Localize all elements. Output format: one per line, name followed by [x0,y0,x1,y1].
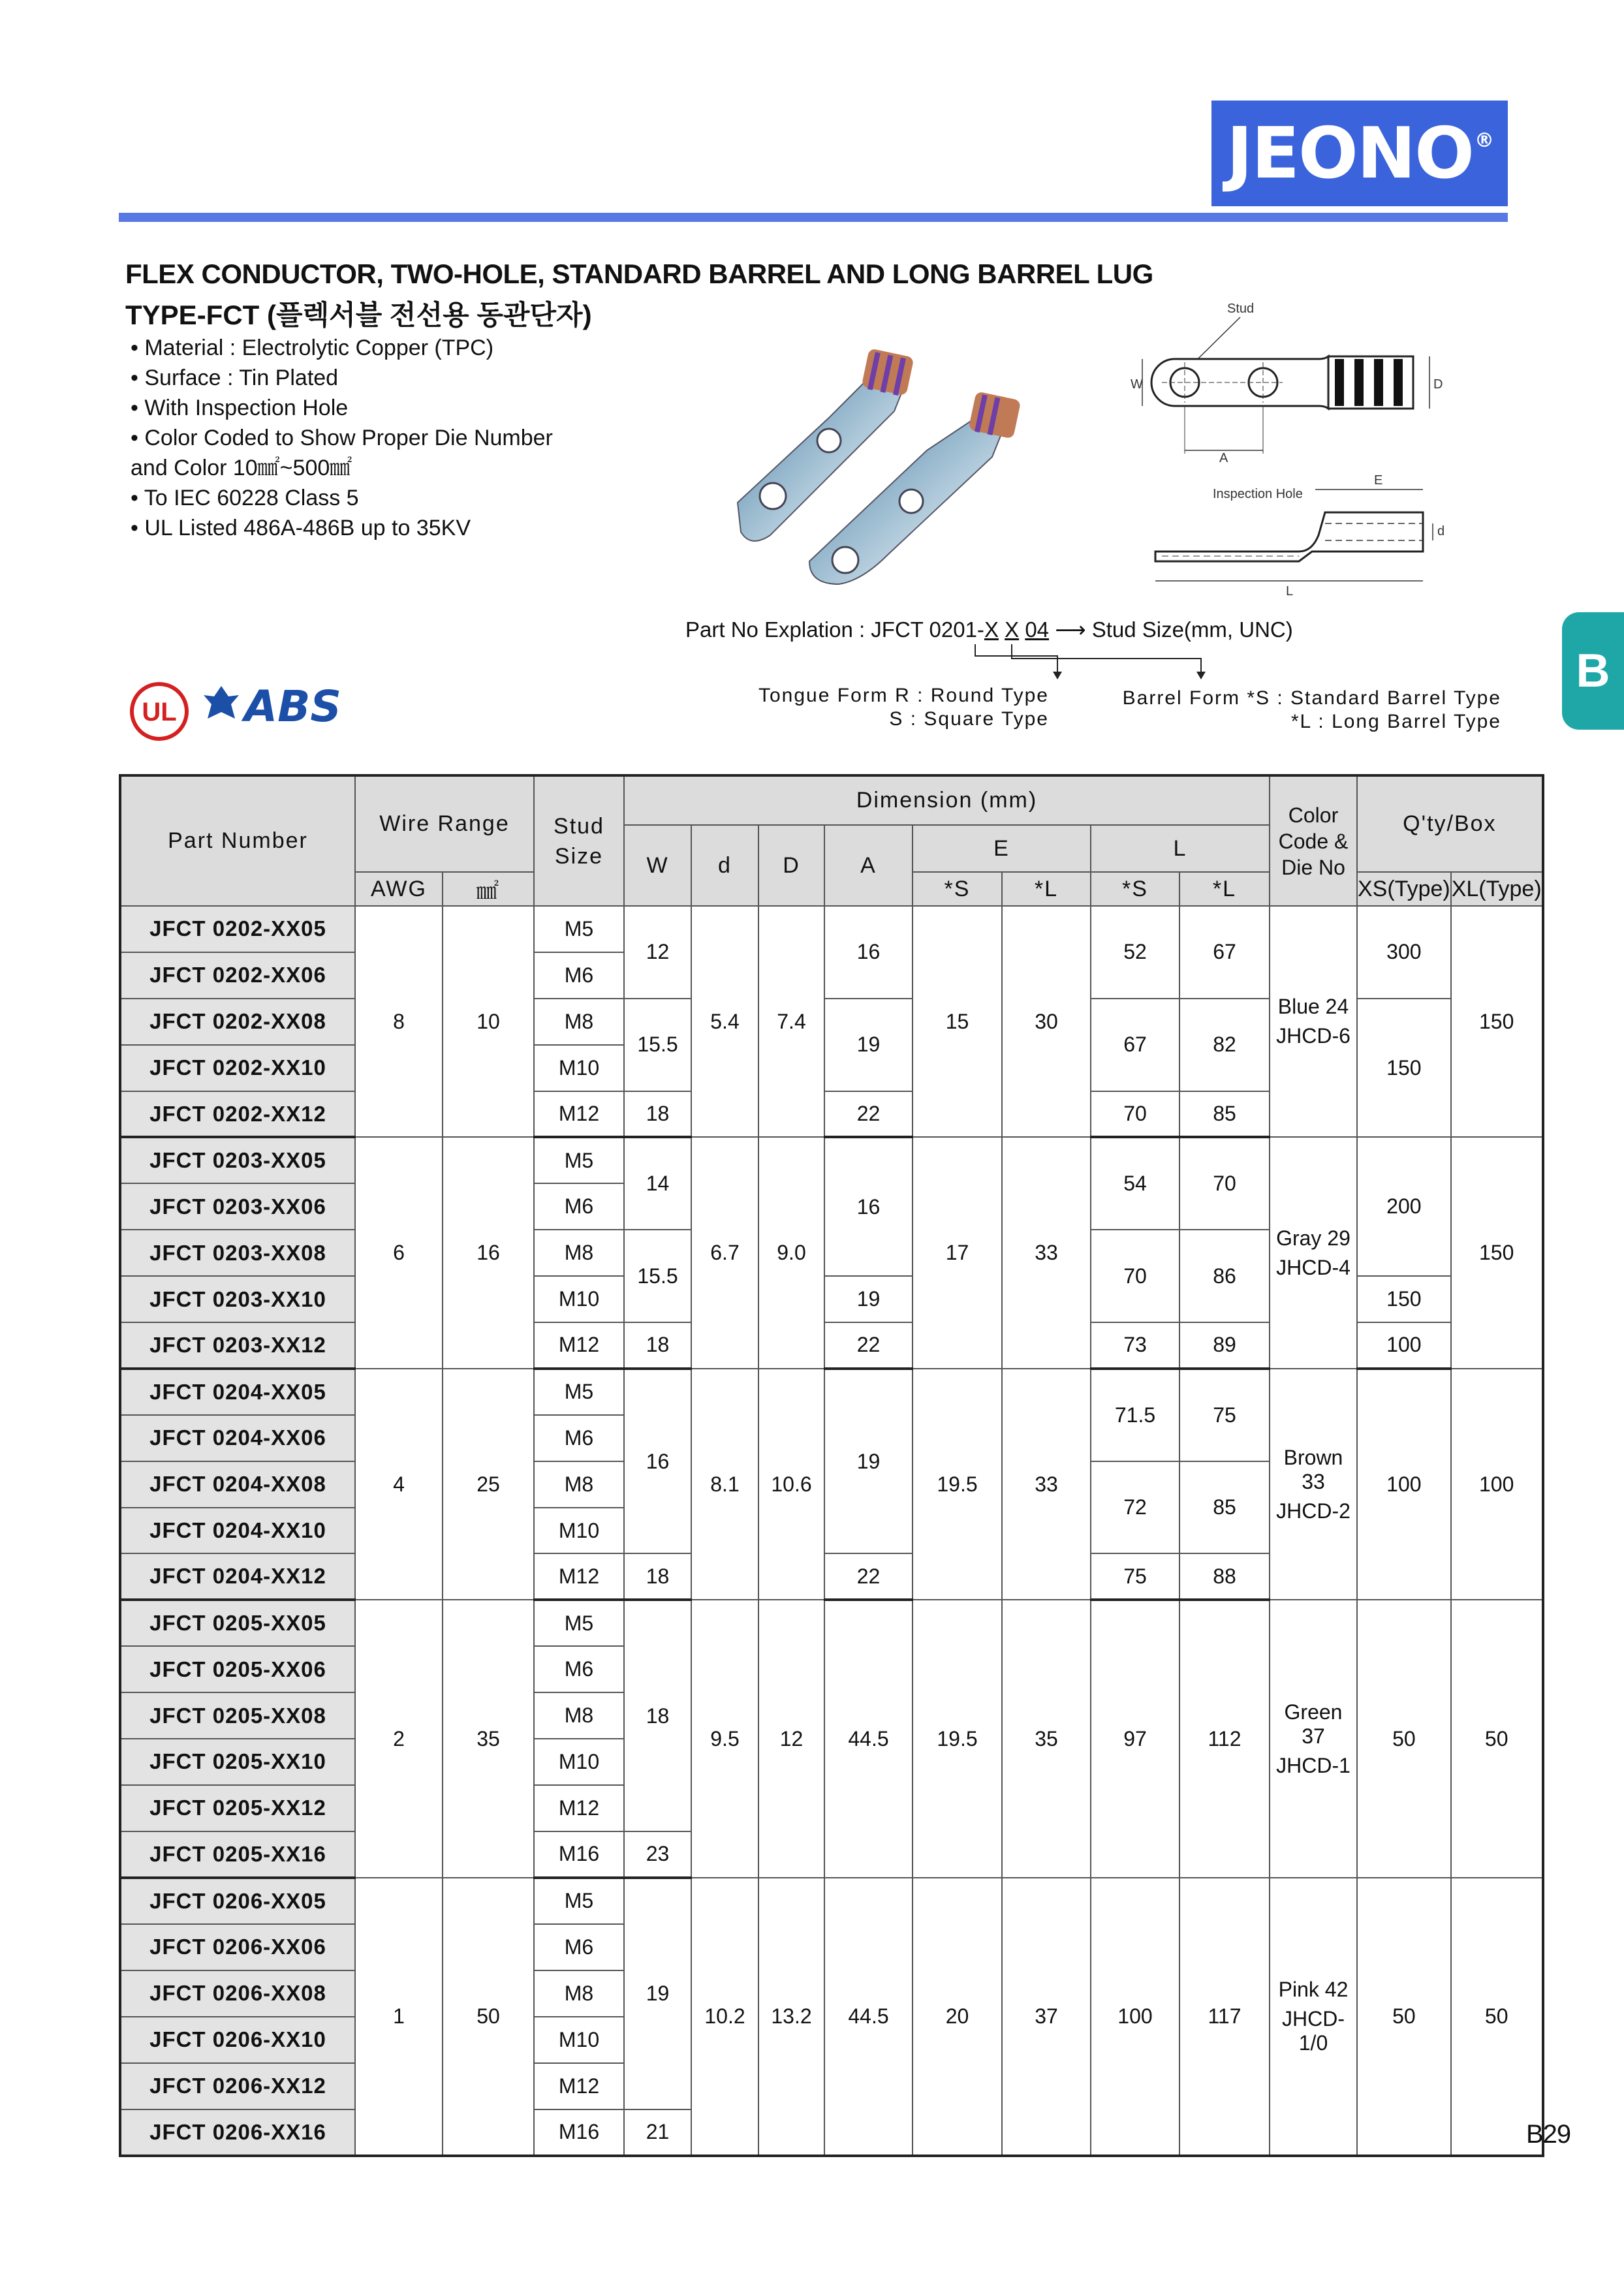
stud-cell: M16 [534,2109,624,2156]
w-cell: 15.5 [624,999,691,1091]
w-cell: 19 [624,1878,691,2109]
header-xs-type: XS(Type) [1357,872,1451,906]
header-wire-range: Wire Range [355,775,534,872]
stud-cell: M5 [534,1137,624,1183]
barrel-form: Barrel Form *S : Standard Barrel Type *L : Long Barrel Type [1122,687,1501,732]
header-qty-box: Q'ty/Box [1357,775,1543,872]
stud-cell: M6 [534,952,624,999]
label-stud: Stud [1227,302,1255,316]
awg-cell: 6 [355,1137,443,1368]
part-number-cell: JFCT 0202-XX06 [120,952,355,999]
stud-cell: M6 [534,1415,624,1461]
header-dimension: Dimension (mm) [624,775,1270,825]
spec-item: • Color Coded to Show Proper Die Number [131,423,553,453]
stud-cell: M5 [534,1369,624,1415]
e-s-cell: 17 [913,1137,1002,1368]
part-number-cell: JFCT 0205-XX08 [120,1692,355,1739]
table-row [120,1600,1543,1646]
section-tab[interactable]: B [1562,612,1624,730]
part-no-explanation: Part No Explation : JFCT 0201-X X 04 ⟶ Stud Size(mm, UNC) [685,617,1293,642]
page-number: B29 [1526,2120,1571,2149]
label-d-upper: D [1433,377,1443,392]
stud-cell: M10 [534,1276,624,1322]
a-cell: 19 [824,1369,913,1554]
part-number-cell: JFCT 0206-XX05 [120,1878,355,1924]
stud-cell: M10 [534,1045,624,1091]
stud-cell: M5 [534,906,624,952]
part-number-cell: JFCT 0202-XX12 [120,1091,355,1138]
w-cell: 18 [624,1322,691,1369]
stud-size-label: Stud Size(mm, UNC) [1091,617,1293,642]
w-cell: 18 [624,1091,691,1138]
stud-cell: M5 [534,1600,624,1646]
mm2-cell: 25 [443,1369,534,1600]
part-number-cell: JFCT 0203-XX12 [120,1322,355,1369]
stud-cell: M12 [534,1553,624,1600]
a-cell: 19 [824,1276,913,1322]
l-s-cell: 73 [1091,1322,1179,1369]
stud-cell: M5 [534,1878,624,1924]
D-cell: 13.2 [758,1878,824,2156]
e-s-cell: 15 [913,906,1002,1137]
color-code-cell: Green 37 JHCD-1 [1270,1600,1357,1877]
color-code-cell: Gray 29 JHCD-4 [1270,1137,1357,1368]
a-cell: 44.5 [824,1878,913,2156]
mm2-cell: 16 [443,1137,534,1368]
stud-cell: M8 [534,1970,624,2017]
header-d-small: d [691,825,758,906]
label-w: W [1131,377,1143,392]
part-number-cell: JFCT 0205-XX16 [120,1831,355,1878]
ul-logo [128,680,191,743]
part-number-cell: JFCT 0206-XX16 [120,2109,355,2156]
svg-text:UL: UL [142,698,177,726]
part-no-size: 04 [1025,617,1050,642]
a-cell: 44.5 [824,1600,913,1877]
spec-item: • To IEC 60228 Class 5 [131,483,553,513]
color-code-cell: Brown 33 JHCD-2 [1270,1369,1357,1600]
stud-cell: M6 [534,1924,624,1970]
part-number-cell: JFCT 0204-XX10 [120,1508,355,1554]
a-cell: 22 [824,1322,913,1369]
w-cell: 23 [624,1831,691,1878]
w-cell: 14 [624,1137,691,1230]
mm2-cell: 35 [443,1600,534,1877]
part-number-cell: JFCT 0204-XX05 [120,1369,355,1415]
xs-qty-cell: 300 [1357,906,1451,999]
header-e-l: *L [1002,872,1091,906]
e-s-cell: 20 [913,1878,1002,2156]
l-l-cell: 85 [1179,1091,1270,1138]
a-cell: 16 [824,1137,913,1276]
label-a: A [1219,451,1228,465]
l-s-cell: 70 [1091,1091,1179,1138]
part-number-cell: JFCT 0205-XX06 [120,1646,355,1692]
l-l-cell: 112 [1179,1600,1270,1877]
part-number-cell: JFCT 0206-XX06 [120,1924,355,1970]
stud-cell: M8 [534,1230,624,1276]
e-l-cell: 33 [1002,1137,1091,1368]
stud-cell: M12 [534,2063,624,2109]
jeono-logo: JEONO ® [1211,101,1508,206]
d-cell: 5.4 [691,906,758,1137]
spec-item: and Color 10㎟~500㎟ [131,456,352,480]
xl-qty-cell: 150 [1451,1137,1543,1368]
part-number-cell: JFCT 0205-XX10 [120,1739,355,1785]
part-number-cell: JFCT 0206-XX10 [120,2017,355,2063]
group-0202 [120,906,1543,1137]
part-number-cell: JFCT 0205-XX12 [120,1785,355,1831]
l-l-cell: 117 [1179,1878,1270,2156]
e-s-cell: 19.5 [913,1600,1002,1877]
header-mm2: ㎟ [443,872,534,906]
header-a: A [824,825,913,906]
d-cell: 10.2 [691,1878,758,2156]
part-number-cell: JFCT 0204-XX08 [120,1461,355,1508]
part-no-x1: X [984,617,999,642]
part-number-cell: JFCT 0206-XX12 [120,2063,355,2109]
header-xl-type: XL(Type) [1451,872,1543,906]
stud-cell: M10 [534,1508,624,1554]
spec-item: • UL Listed 486A-486B up to 35KV [131,513,553,543]
part-number-cell: JFCT 0203-XX08 [120,1230,355,1276]
spec-item: • With Inspection Hole [131,393,553,423]
a-cell: 22 [824,1091,913,1138]
stud-cell: M12 [534,1091,624,1138]
part-number-cell: JFCT 0202-XX05 [120,906,355,952]
header-w: W [624,825,691,906]
d-cell: 8.1 [691,1369,758,1600]
stud-cell: M12 [534,1785,624,1831]
xs-qty-cell: 100 [1357,1322,1451,1369]
l-l-cell: 82 [1179,999,1270,1091]
e-l-cell: 30 [1002,906,1091,1137]
stud-cell: M10 [534,1739,624,1785]
part-number-cell: JFCT 0203-XX06 [120,1183,355,1230]
label-l: L [1286,584,1294,599]
table-row [120,1137,1543,1183]
part-number-cell: JFCT 0204-XX06 [120,1415,355,1461]
group-0204 [120,1369,1543,1600]
technical-drawing [1103,294,1482,600]
part-number-cell: JFCT 0202-XX08 [120,999,355,1045]
part-number-cell: JFCT 0205-XX05 [120,1600,355,1646]
w-cell: 21 [624,2109,691,2156]
e-l-cell: 35 [1002,1600,1091,1877]
l-s-cell: 72 [1091,1461,1179,1554]
product-photo [731,339,1070,600]
w-cell: 18 [624,1600,691,1831]
header-d-large: D [758,825,824,906]
label-d-lower: d [1437,524,1445,538]
l-s-cell: 52 [1091,906,1179,999]
label-e: E [1374,473,1383,488]
header-rule [119,213,1508,222]
l-s-cell: 97 [1091,1600,1179,1877]
awg-cell: 4 [355,1369,443,1600]
spec-list [131,333,553,543]
stud-cell: M8 [534,999,624,1045]
header-l-l: *L [1179,872,1270,906]
w-cell: 18 [624,1553,691,1600]
a-cell: 16 [824,906,913,999]
l-l-cell: 89 [1179,1322,1270,1369]
awg-cell: 1 [355,1878,443,2156]
stud-cell: M16 [534,1831,624,1878]
page-title: FLEX CONDUCTOR, TWO-HOLE, STANDARD BARREL AND LONG BARREL LUG [125,258,1153,289]
part-no-x2: X [1005,617,1020,642]
header-e-s: *S [913,872,1002,906]
eagle-icon [202,683,240,729]
mm2-cell: 50 [443,1878,534,2156]
header-l-s: *S [1091,872,1179,906]
w-cell: 12 [624,906,691,999]
tongue-form: Tongue Form R : Round Type S : Square Type [758,685,1049,730]
l-l-cell: 85 [1179,1461,1270,1554]
d-cell: 6.7 [691,1137,758,1368]
part-number-cell: JFCT 0206-XX08 [120,1970,355,2017]
xl-qty-cell: 150 [1451,906,1543,1137]
color-code-cell: Blue 24 JHCD-6 [1270,906,1357,1137]
l-s-cell: 70 [1091,1230,1179,1322]
w-cell: 16 [624,1369,691,1554]
a-cell: 19 [824,999,913,1091]
stud-cell: M10 [534,2017,624,2063]
spec-item: • Material : Electrolytic Copper (TPC) [131,333,553,363]
awg-cell: 8 [355,906,443,1137]
e-l-cell: 33 [1002,1369,1091,1600]
header-e: E [913,825,1091,872]
part-number-cell: JFCT 0203-XX05 [120,1137,355,1183]
xs-qty-cell: 150 [1357,1276,1451,1322]
part-number-cell: JFCT 0202-XX10 [120,1045,355,1091]
awg-cell: 2 [355,1600,443,1877]
d-cell: 9.5 [691,1600,758,1877]
header-stud-size: Stud Size [534,775,624,906]
part-number-cell: JFCT 0203-XX10 [120,1276,355,1322]
group-0205 [120,1600,1543,1877]
D-cell: 12 [758,1600,824,1877]
l-l-cell: 70 [1179,1137,1270,1230]
stud-cell: M12 [534,1322,624,1369]
l-s-cell: 71.5 [1091,1369,1179,1461]
l-s-cell: 54 [1091,1137,1179,1230]
stud-cell: M6 [534,1646,624,1692]
color-code-cell: Pink 42 JHCD-1/0 [1270,1878,1357,2156]
part-no-brackets [933,643,1214,682]
spec-item: • Surface : Tin Plated [131,363,553,393]
a-cell: 22 [824,1553,913,1600]
D-cell: 10.6 [758,1369,824,1600]
D-cell: 9.0 [758,1137,824,1368]
xl-qty-cell: 50 [1451,1878,1543,2156]
page-subtitle: TYPE-FCT (플렉서블 전선용 동관단자) [125,300,592,330]
l-l-cell: 67 [1179,906,1270,999]
part-number-cell: JFCT 0204-XX12 [120,1553,355,1600]
e-s-cell: 19.5 [913,1369,1002,1600]
xl-qty-cell: 50 [1451,1600,1543,1877]
xs-qty-cell: 100 [1357,1369,1451,1600]
mm2-cell: 10 [443,906,534,1137]
l-s-cell: 100 [1091,1878,1179,2156]
table-row [120,1878,1543,1924]
arrow-icon: ⟶ [1055,617,1086,642]
xs-qty-cell: 50 [1357,1600,1451,1877]
header-color-code: Color Code & Die No [1270,775,1357,906]
l-s-cell: 67 [1091,999,1179,1091]
header-awg: AWG [355,872,443,906]
stud-cell: M8 [534,1461,624,1508]
spec-table [119,774,1544,2157]
l-l-cell: 86 [1179,1230,1270,1322]
group-0206 [120,1878,1543,2156]
stud-cell: M6 [534,1183,624,1230]
w-cell: 15.5 [624,1230,691,1322]
group-0203 [120,1137,1543,1368]
abs-logo: ABS [202,680,341,732]
header-part-number: Part Number [120,775,355,906]
stud-cell: M8 [534,1692,624,1739]
l-s-cell: 75 [1091,1553,1179,1600]
xs-qty-cell: 200 [1357,1137,1451,1276]
xl-qty-cell: 100 [1451,1369,1543,1600]
l-l-cell: 88 [1179,1553,1270,1600]
table-row [120,1369,1543,1415]
header-l: L [1091,825,1270,872]
l-l-cell: 75 [1179,1369,1270,1461]
xs-qty-cell: 150 [1357,999,1451,1138]
xs-qty-cell: 50 [1357,1878,1451,2156]
table-row [120,906,1543,952]
D-cell: 7.4 [758,906,824,1137]
label-inspection-hole: Inspection Hole [1213,487,1303,501]
e-l-cell: 37 [1002,1878,1091,2156]
